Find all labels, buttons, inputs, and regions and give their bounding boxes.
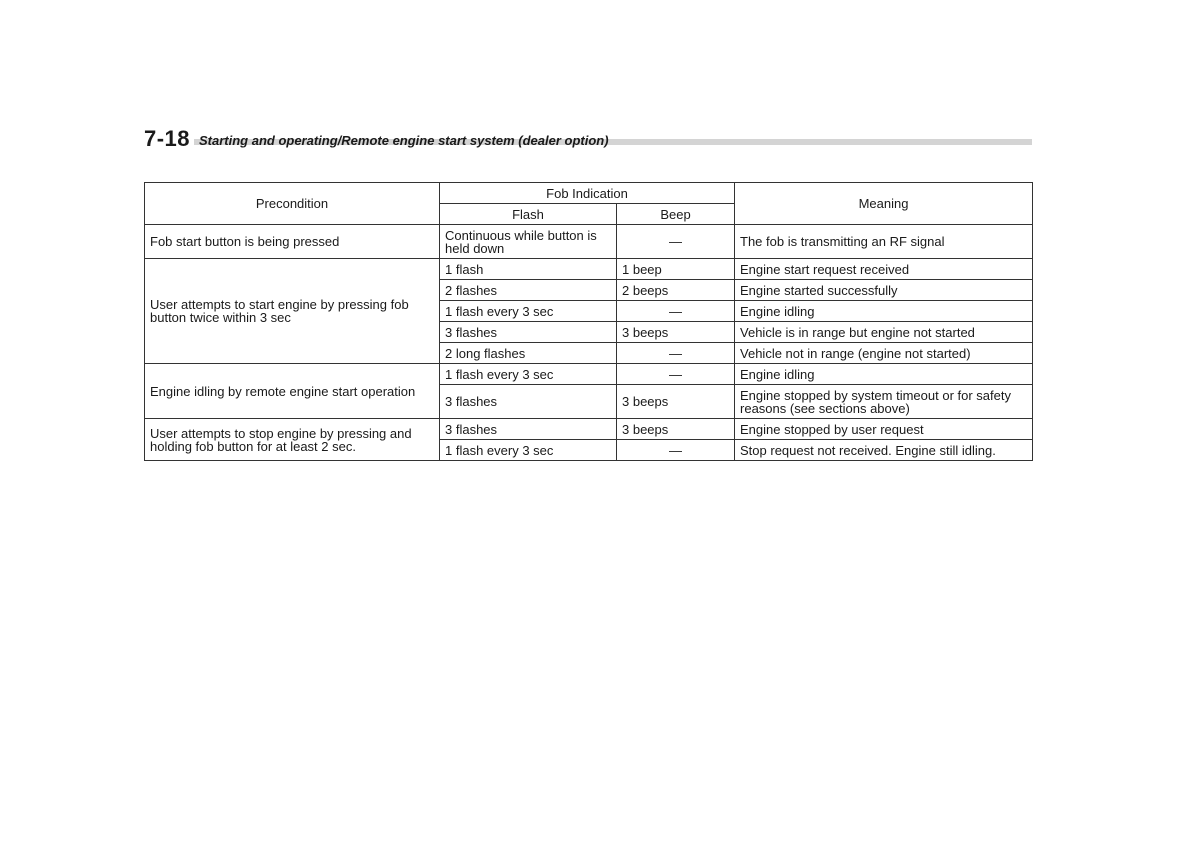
- table-row: [145, 364, 1033, 385]
- beep-cell: 3 beeps: [617, 322, 735, 343]
- flash-cell: 2 flashes: [440, 280, 617, 301]
- precondition-cell: User attempts to stop engine by pressing and holding fob button for at least 2 sec.: [145, 419, 440, 461]
- beep-cell: —: [617, 301, 735, 322]
- meaning-cell: Engine start request received: [735, 259, 1033, 280]
- header-meaning: Meaning: [735, 183, 1033, 225]
- meaning-cell: Vehicle not in range (engine not started): [735, 343, 1033, 364]
- beep-cell: —: [617, 343, 735, 364]
- page-number: 7-18: [144, 126, 191, 151]
- table-header-row: [145, 183, 1033, 204]
- flash-cell: Continuous while button is held down: [440, 225, 617, 259]
- beep-cell: 1 beep: [617, 259, 735, 280]
- precondition-cell: Fob start button is being pressed: [145, 225, 440, 259]
- section-title: Starting and operating/Remote engine start system (dealer option): [199, 133, 609, 148]
- precondition-cell: User attempts to start engine by pressing fob button twice within 3 sec: [145, 259, 440, 364]
- meaning-cell: Engine stopped by system timeout or for safety reasons (see sections above): [735, 385, 1033, 419]
- meaning-cell: Stop request not received. Engine still idling.: [735, 440, 1033, 461]
- header-precondition: Precondition: [145, 183, 440, 225]
- flash-cell: 1 flash every 3 sec: [440, 364, 617, 385]
- table-row: [145, 225, 1033, 259]
- flash-cell: 3 flashes: [440, 322, 617, 343]
- meaning-cell: The fob is transmitting an RF signal: [735, 225, 1033, 259]
- beep-cell: —: [617, 440, 735, 461]
- precondition-cell: Engine idling by remote engine start operation: [145, 364, 440, 419]
- meaning-cell: Engine started successfully: [735, 280, 1033, 301]
- header-flash: Flash: [440, 204, 617, 225]
- flash-cell: 1 flash every 3 sec: [440, 301, 617, 322]
- flash-cell: 3 flashes: [440, 419, 617, 440]
- beep-cell: 3 beeps: [617, 385, 735, 419]
- fob-indication-table: [144, 182, 1033, 461]
- beep-cell: 3 beeps: [617, 419, 735, 440]
- beep-cell: —: [617, 225, 735, 259]
- header-fob-indication: Fob Indication: [440, 183, 735, 204]
- meaning-cell: Engine idling: [735, 301, 1033, 322]
- table-row: [145, 419, 1033, 440]
- meaning-cell: Vehicle is in range but engine not started: [735, 322, 1033, 343]
- flash-cell: 1 flash every 3 sec: [440, 440, 617, 461]
- flash-cell: 2 long flashes: [440, 343, 617, 364]
- header-beep: Beep: [617, 204, 735, 225]
- flash-cell: 1 flash: [440, 259, 617, 280]
- beep-cell: 2 beeps: [617, 280, 735, 301]
- table-row: [145, 259, 1033, 280]
- flash-cell: 3 flashes: [440, 385, 617, 419]
- meaning-cell: Engine stopped by user request: [735, 419, 1033, 440]
- beep-cell: —: [617, 364, 735, 385]
- page-header: [144, 124, 1032, 154]
- meaning-cell: Engine idling: [735, 364, 1033, 385]
